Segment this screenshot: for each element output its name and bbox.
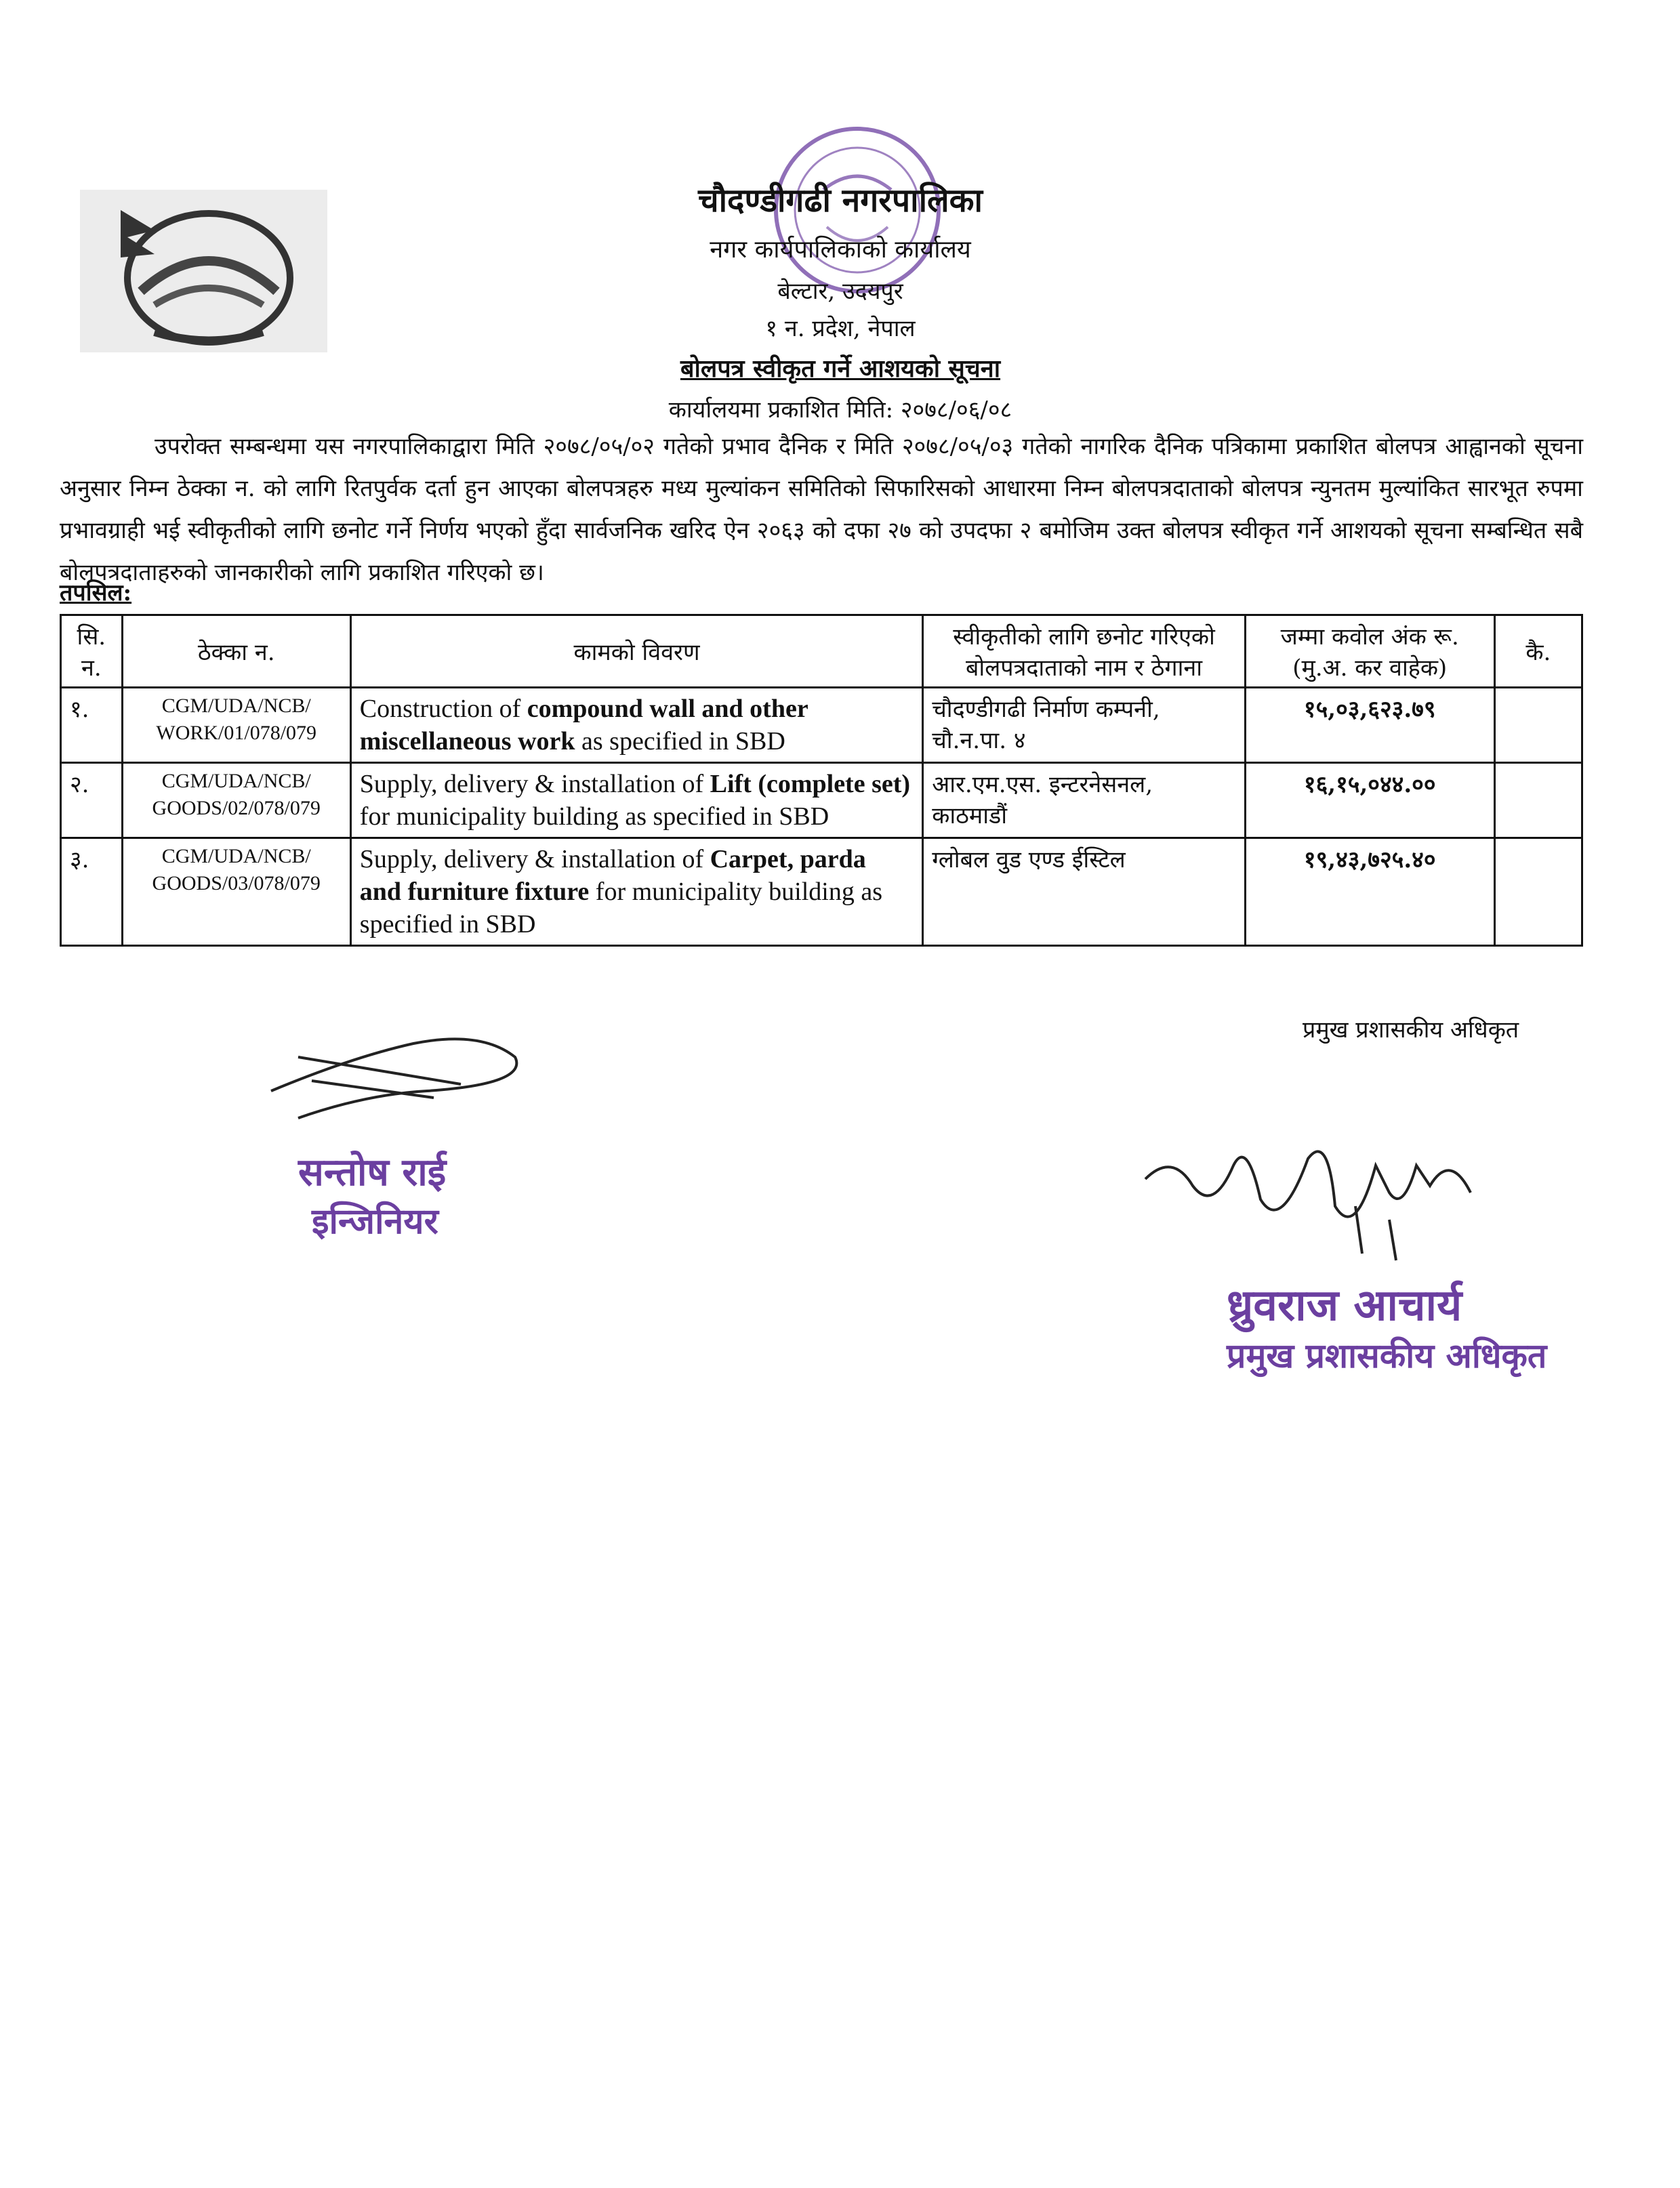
nepal-emblem-icon <box>80 190 327 352</box>
desc-part: Supply, delivery & installation of <box>359 770 710 798</box>
row-contract-no <box>122 838 350 946</box>
cao-signature <box>1132 1125 1511 1274</box>
row-amount: १५,०३,६२३.७९ <box>1245 688 1494 763</box>
row-description <box>350 688 922 763</box>
award-table <box>60 614 1583 947</box>
notice-body <box>60 426 1583 594</box>
table-row <box>61 688 1582 763</box>
notice-title: बोलपत्र स्वीकृत गर्ने आशयको सूचना <box>680 354 1001 383</box>
emblem-logo <box>80 190 327 352</box>
desc-part: as specified in SBD <box>575 727 785 756</box>
contract-code-line: CGM/UDA/NCB/ <box>161 695 311 717</box>
cao-stamp-name: ध्रुवराज आचार्य <box>1227 1281 1462 1331</box>
org-name: चौदण्डीगढी नगरपालिका <box>698 182 983 220</box>
engineer-stamp-title: इन्जिनियर <box>312 1201 438 1242</box>
bidder-address: काठमाडौं <box>932 802 1008 829</box>
header-description: कामको विवरण <box>350 615 922 688</box>
row-description <box>350 838 922 946</box>
published-date: कार्यालयमा प्रकाशित मिति: २०७८/०६/०८ <box>668 396 1012 424</box>
table-header-row <box>61 615 1582 688</box>
table-row <box>61 838 1582 946</box>
bidder-address: चौ.न.पा. ४ <box>932 727 1026 754</box>
row-bidder <box>923 838 1246 946</box>
engineer-stamp-name: सन्तोष राई <box>298 1151 447 1195</box>
header-remarks: कै. <box>1494 615 1582 688</box>
province: १ न. प्रदेश, नेपाल <box>765 315 916 342</box>
desc-bold-part: Lift (complete set) <box>710 770 911 798</box>
bidder-name: आर.एम.एस. इन्टरनेसनल, <box>932 771 1153 798</box>
header-amount: जम्मा कवोल अंक रू. (मु.अ. कर वाहेक) <box>1245 615 1494 688</box>
row-amount: १६,१५,०४४.०० <box>1245 763 1494 838</box>
row-contract-no <box>122 763 350 838</box>
header-sn: सि. न. <box>61 615 123 688</box>
desc-part: for municipality building as specified in SBD <box>359 878 883 938</box>
row-contract-no <box>122 688 350 763</box>
body-paragraph: उपरोक्त सम्बन्धमा यस नगरपालिकाद्वारा मिति २०७८/०५/०२ गतेको प्रभाव दैनिक र मिति २०७८/०५/०३ गतेको नागरिक दैनिक पत्रिकामा प्रकाशित बोलपत्र आह्वानको सूचना अनुसार निम्न ठेक्का न. को लागि रितपुर्वक दर्ता हुन आएका बोलपत्रहरु मध्य मुल्यांकन समितिको सिफारिसको आधारमा निम्न बोलपत्रदाताको बोलपत्र न्युनतम मुल्यांकित सारभूत रुपमा प्रभावग्राही भई स्वीकृतीको लागि छनोट गर्ने निर्णय भएको हुँदा सार्वजनिक खरिद ऐन २०६३ को दफा २७ को उपदफा २ बमोजिम उक्त बोलपत्र स्वीकृत गर्ने आशयको सूचना सम्बन्धित सबै बोलपत्रदाताहरुको जानकारीको लागि प्रकाशित गरिएको छ। <box>60 433 1583 586</box>
schedule-label: तपसिल: <box>60 579 132 606</box>
contract-code-line: GOODS/03/078/079 <box>152 872 321 894</box>
bidder-name: ग्लोबल वुड एण्ड ईस्टिल <box>932 846 1126 873</box>
row-bidder <box>923 688 1246 763</box>
row-bidder <box>923 763 1246 838</box>
office-name: नगर कार्यपालिकाको कार्यालय <box>710 236 971 264</box>
desc-bold-part: compound wall and other miscellaneous work <box>359 695 808 756</box>
desc-bold-part: Carpet, parda and furniture fixture <box>359 845 866 906</box>
header-bidder: स्वीकृतीको लागि छनोट गरिएको बोलपत्रदाताको नाम र ठेगाना <box>923 615 1246 688</box>
desc-part: for municipality building as specified in SBD <box>359 802 829 831</box>
row-remarks <box>1494 838 1582 946</box>
table-row <box>61 763 1582 838</box>
cao-title: प्रमुख प्रशासकीय अधिकृत <box>1303 1016 1519 1044</box>
desc-part: Supply, delivery & installation of <box>359 845 710 873</box>
cao-stamp-title: प्रमुख प्रशासकीय अधिकृत <box>1227 1336 1547 1376</box>
desc-part: Construction of <box>359 695 527 723</box>
row-sn: ३. <box>61 838 123 946</box>
contract-code-line: CGM/UDA/NCB/ <box>161 845 311 867</box>
row-remarks <box>1494 763 1582 838</box>
row-sn: १. <box>61 688 123 763</box>
header-contract-no: ठेक्का न. <box>122 615 350 688</box>
row-remarks <box>1494 688 1582 763</box>
row-sn: २. <box>61 763 123 838</box>
contract-code-line: GOODS/02/078/079 <box>152 797 321 819</box>
bidder-name: चौदण्डीगढी निर्माण कम्पनी, <box>932 696 1160 723</box>
row-amount: १९,४३,७२५.४० <box>1245 838 1494 946</box>
contract-code-line: WORK/01/078/079 <box>156 722 317 744</box>
office-address: बेल्टार, उदयपुर <box>777 278 903 305</box>
contract-code-line: CGM/UDA/NCB/ <box>161 770 311 792</box>
engineer-signature <box>258 1016 556 1132</box>
row-description <box>350 763 922 838</box>
